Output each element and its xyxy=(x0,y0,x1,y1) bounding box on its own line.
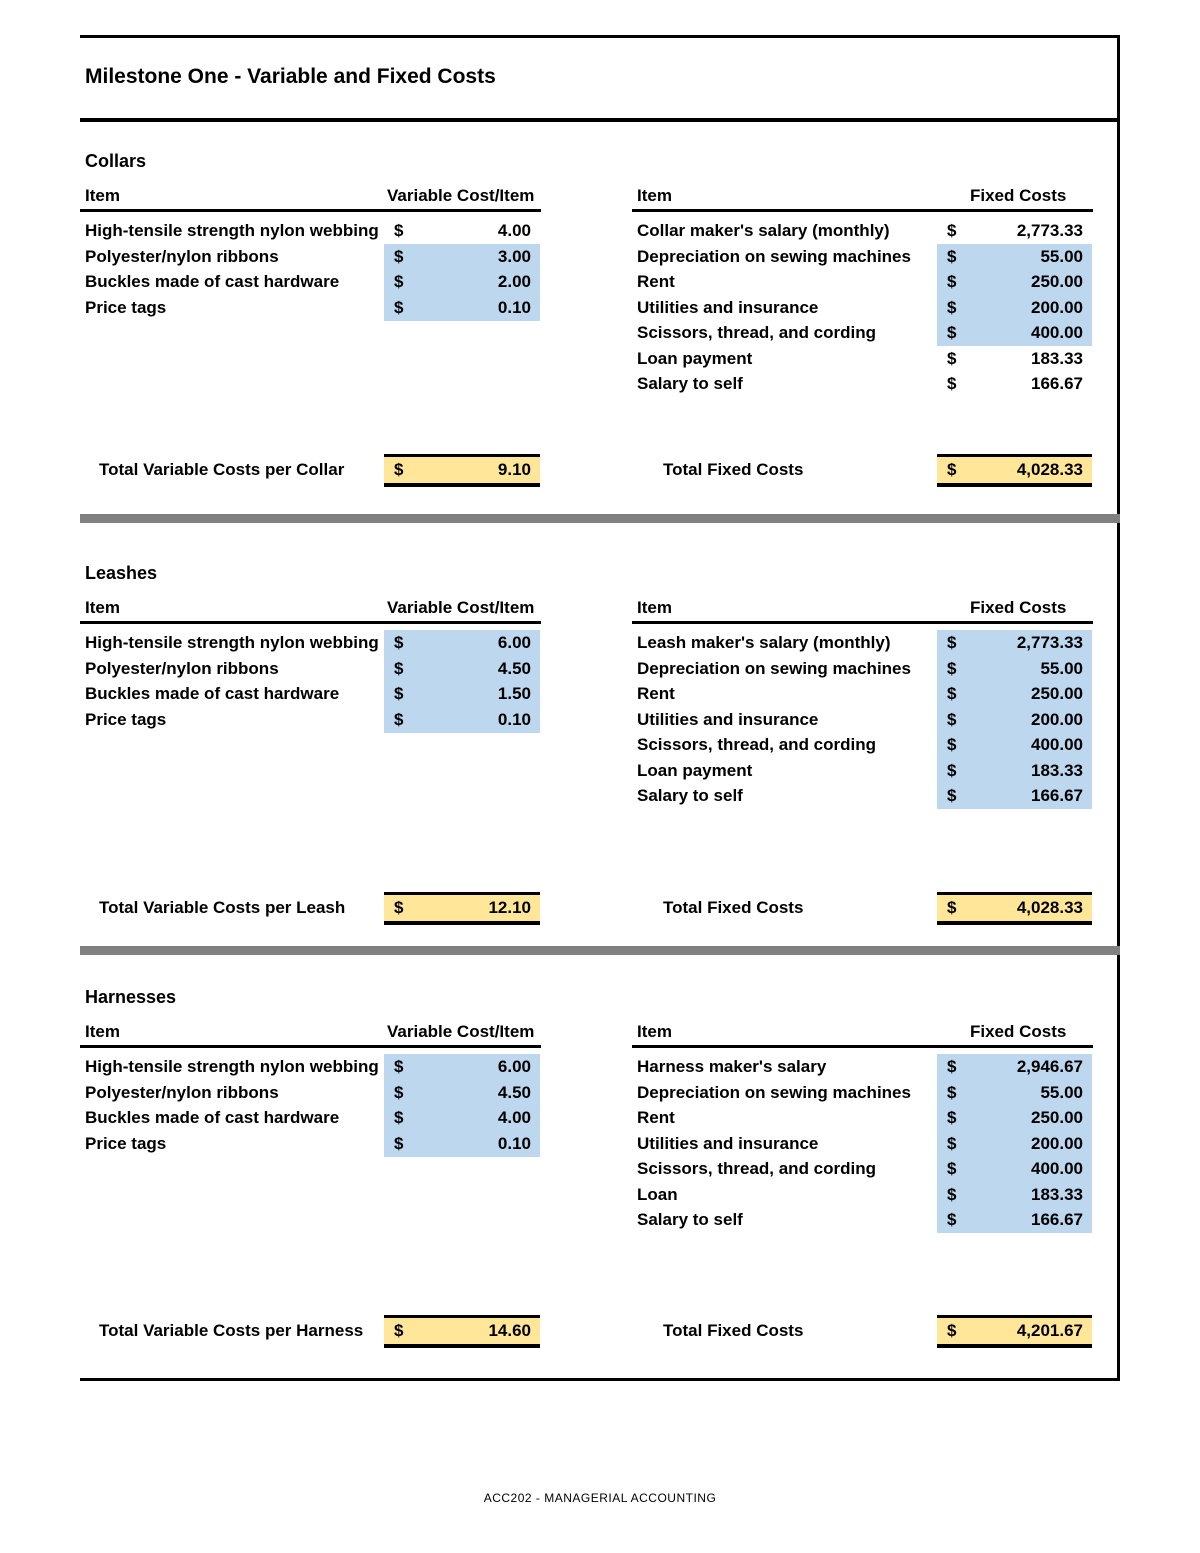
currency-symbol: $ xyxy=(947,374,957,393)
header-underline xyxy=(632,621,1093,624)
header-underline xyxy=(80,1045,541,1048)
total-variable-value: 14.60 xyxy=(488,1321,531,1340)
frame-top-border xyxy=(80,35,1120,38)
total-fixed-value: 4,028.33 xyxy=(1016,460,1083,479)
fixed-cost-value: 2,946.67 xyxy=(1016,1057,1083,1076)
fixed-cost-cell[interactable] xyxy=(937,707,1092,733)
total-fixed-value: 4,201.67 xyxy=(1016,1321,1083,1340)
fixed-item-label: Salary to self xyxy=(637,1210,743,1229)
variable-cost-column-header: Variable Cost/Item xyxy=(387,186,535,205)
total-fixed-value: 4,028.33 xyxy=(1016,898,1083,917)
variable-cost-value: 6.00 xyxy=(497,633,531,652)
currency-symbol: $ xyxy=(947,1184,957,1204)
variable-cost-column-header: Variable Cost/Item xyxy=(387,1022,535,1041)
variable-cost-value: 6.00 xyxy=(497,1057,531,1076)
variable-cost-value: 4.50 xyxy=(497,658,531,678)
fixed-item-label: Loan xyxy=(637,1184,678,1204)
currency-symbol: $ xyxy=(947,221,957,240)
item-column-header: Item xyxy=(637,598,672,617)
variable-item-label: Polyester/nylon ribbons xyxy=(85,1082,279,1102)
total-variable-label: Total Variable Costs per Leash xyxy=(99,898,346,917)
variable-cost-cell[interactable] xyxy=(384,218,540,244)
fixed-item-label: Scissors, thread, and cording xyxy=(637,1159,877,1178)
currency-symbol: $ xyxy=(394,246,404,266)
fixed-item-label: Loan payment xyxy=(637,348,753,368)
item-column-header: Item xyxy=(85,598,120,617)
currency-symbol: $ xyxy=(394,709,404,729)
variable-cost-cell[interactable] xyxy=(384,1054,540,1080)
currency-symbol: $ xyxy=(947,760,957,780)
currency-symbol: $ xyxy=(947,786,957,805)
fixed-cost-value: 250.00 xyxy=(1031,1108,1083,1127)
currency-symbol: $ xyxy=(394,221,404,240)
header-underline xyxy=(80,209,541,212)
fixed-cost-value: 166.67 xyxy=(1031,1210,1083,1229)
variable-cost-value: 0.10 xyxy=(497,1133,531,1153)
total-variable-cell[interactable] xyxy=(384,892,540,925)
fixed-cost-value: 55.00 xyxy=(1040,246,1083,266)
currency-symbol: $ xyxy=(947,898,957,917)
currency-symbol: $ xyxy=(947,709,957,729)
fixed-cost-value: 183.33 xyxy=(1031,348,1083,368)
currency-symbol: $ xyxy=(394,460,404,479)
fixed-cost-value: 183.33 xyxy=(1031,760,1083,780)
header-underline xyxy=(632,1045,1093,1048)
total-fixed-cell[interactable] xyxy=(937,892,1092,925)
currency-symbol: $ xyxy=(947,1133,957,1153)
fixed-item-label: Salary to self xyxy=(637,374,743,393)
fixed-cost-cell[interactable] xyxy=(937,1080,1092,1106)
section-separator xyxy=(80,514,1120,523)
fixed-item-label: Rent xyxy=(637,272,675,291)
total-variable-label: Total Variable Costs per Collar xyxy=(99,460,345,479)
variable-item-label: Price tags xyxy=(85,297,167,317)
total-fixed-cell[interactable] xyxy=(937,454,1092,487)
variable-cost-cell[interactable] xyxy=(384,1105,540,1131)
variable-cost-cell[interactable] xyxy=(384,269,540,295)
fixed-item-label: Scissors, thread, and cording xyxy=(637,323,877,342)
fixed-cost-value: 183.33 xyxy=(1031,1184,1083,1204)
currency-symbol: $ xyxy=(394,297,404,317)
currency-symbol: $ xyxy=(394,633,404,652)
header-underline xyxy=(632,209,1093,212)
fixed-cost-cell[interactable] xyxy=(937,1131,1092,1157)
variable-cost-column-header: Variable Cost/Item xyxy=(387,598,535,617)
variable-cost-cell[interactable] xyxy=(384,1131,540,1157)
total-variable-cell[interactable] xyxy=(384,1315,540,1348)
variable-item-label: Price tags xyxy=(85,1133,167,1153)
frame-bottom-border xyxy=(80,1378,1120,1381)
fixed-cost-cell[interactable] xyxy=(937,218,1092,244)
fixed-item-label: Utilities and insurance xyxy=(637,297,819,317)
fixed-cost-column-header: Fixed Costs xyxy=(970,1022,1067,1041)
fixed-cost-cell[interactable] xyxy=(937,371,1092,397)
section-title: Leashes xyxy=(85,563,158,583)
variable-item-label: Polyester/nylon ribbons xyxy=(85,658,279,678)
fixed-cost-cell[interactable] xyxy=(937,269,1092,295)
fixed-cost-value: 55.00 xyxy=(1040,658,1083,678)
fixed-item-label: Leash maker's salary (monthly) xyxy=(637,633,891,652)
total-variable-cell[interactable] xyxy=(384,454,540,487)
variable-cost-value: 1.50 xyxy=(497,684,531,703)
variable-cost-cell[interactable] xyxy=(384,630,540,656)
variable-cost-cell[interactable] xyxy=(384,295,540,321)
fixed-cost-cell[interactable] xyxy=(937,320,1092,346)
item-column-header: Item xyxy=(85,1022,120,1041)
currency-symbol: $ xyxy=(947,1108,957,1127)
fixed-item-label: Depreciation on sewing machines xyxy=(637,658,911,678)
variable-cost-cell[interactable] xyxy=(384,1080,540,1106)
total-fixed-label: Total Fixed Costs xyxy=(663,1321,804,1340)
fixed-cost-value: 200.00 xyxy=(1031,1133,1083,1153)
currency-symbol: $ xyxy=(947,1321,957,1340)
total-fixed-label: Total Fixed Costs xyxy=(663,460,804,479)
total-variable-label: Total Variable Costs per Harness xyxy=(99,1321,364,1340)
currency-symbol: $ xyxy=(394,898,404,917)
fixed-item-label: Rent xyxy=(637,684,675,703)
variable-item-label: Buckles made of cast hardware xyxy=(85,684,340,703)
variable-item-label: Price tags xyxy=(85,709,167,729)
item-column-header: Item xyxy=(637,1022,672,1041)
variable-cost-cell[interactable] xyxy=(384,656,540,682)
title-divider xyxy=(80,118,1120,122)
variable-item-label: High-tensile strength nylon webbing xyxy=(85,1057,379,1076)
section-separator xyxy=(80,946,1120,955)
fixed-cost-column-header: Fixed Costs xyxy=(970,186,1067,205)
variable-item-label: Polyester/nylon ribbons xyxy=(85,246,279,266)
fixed-cost-cell[interactable] xyxy=(937,783,1092,809)
currency-symbol: $ xyxy=(947,1159,957,1178)
fixed-cost-value: 166.67 xyxy=(1031,374,1083,393)
currency-symbol: $ xyxy=(947,348,957,368)
fixed-cost-cell[interactable] xyxy=(937,295,1092,321)
fixed-cost-value: 250.00 xyxy=(1031,684,1083,703)
total-variable-value: 9.10 xyxy=(497,460,531,479)
currency-symbol: $ xyxy=(394,658,404,678)
variable-cost-value: 0.10 xyxy=(497,709,531,729)
fixed-item-label: Rent xyxy=(637,1108,675,1127)
fixed-item-label: Harness maker's salary xyxy=(637,1057,827,1076)
currency-symbol: $ xyxy=(947,658,957,678)
fixed-cost-value: 2,773.33 xyxy=(1016,221,1083,240)
fixed-cost-value: 400.00 xyxy=(1031,1159,1083,1178)
variable-item-label: High-tensile strength nylon webbing xyxy=(85,633,379,652)
fixed-item-label: Scissors, thread, and cording xyxy=(637,735,877,754)
section-title: Harnesses xyxy=(85,987,177,1007)
fixed-item-label: Salary to self xyxy=(637,786,743,805)
fixed-cost-cell[interactable] xyxy=(937,1105,1092,1131)
variable-cost-cell[interactable] xyxy=(384,681,540,707)
fixed-item-label: Utilities and insurance xyxy=(637,709,819,729)
currency-symbol: $ xyxy=(394,272,404,291)
header-underline xyxy=(80,621,541,624)
fixed-item-label: Collar maker's salary (monthly) xyxy=(637,221,890,240)
currency-symbol: $ xyxy=(394,1321,404,1340)
fixed-cost-value: 400.00 xyxy=(1031,323,1083,342)
fixed-cost-cell[interactable] xyxy=(937,1054,1092,1080)
variable-cost-cell[interactable] xyxy=(384,707,540,733)
fixed-item-label: Depreciation on sewing machines xyxy=(637,246,911,266)
variable-item-label: Buckles made of cast hardware xyxy=(85,1108,340,1127)
fixed-cost-cell[interactable] xyxy=(937,758,1092,784)
fixed-cost-cell[interactable] xyxy=(937,244,1092,270)
variable-cost-value: 2.00 xyxy=(497,272,531,291)
total-fixed-label: Total Fixed Costs xyxy=(663,898,804,917)
currency-symbol: $ xyxy=(947,1210,957,1229)
page-footer: ACC202 - MANAGERIAL ACCOUNTING xyxy=(483,1491,717,1505)
total-fixed-cell[interactable] xyxy=(937,1315,1092,1348)
variable-cost-value: 3.00 xyxy=(497,246,531,266)
currency-symbol: $ xyxy=(947,735,957,754)
total-variable-value: 12.10 xyxy=(488,898,531,917)
fixed-cost-value: 200.00 xyxy=(1031,709,1083,729)
item-column-header: Item xyxy=(637,186,672,205)
fixed-item-label: Depreciation on sewing machines xyxy=(637,1082,911,1102)
currency-symbol: $ xyxy=(947,323,957,342)
page-title: Milestone One - Variable and Fixed Costs xyxy=(85,65,496,88)
frame-right-border xyxy=(1117,35,1120,1381)
currency-symbol: $ xyxy=(947,1057,957,1076)
variable-item-label: Buckles made of cast hardware xyxy=(85,272,340,291)
variable-cost-value: 4.00 xyxy=(497,1108,531,1127)
fixed-cost-cell[interactable] xyxy=(937,346,1092,372)
fixed-cost-cell[interactable] xyxy=(937,630,1092,656)
currency-symbol: $ xyxy=(394,1108,404,1127)
currency-symbol: $ xyxy=(947,272,957,291)
fixed-cost-cell[interactable] xyxy=(937,1156,1092,1182)
section-title: Collars xyxy=(85,151,147,171)
currency-symbol: $ xyxy=(394,1082,404,1102)
currency-symbol: $ xyxy=(947,684,957,703)
currency-symbol: $ xyxy=(394,1133,404,1153)
currency-symbol: $ xyxy=(394,1057,404,1076)
fixed-cost-value: 166.67 xyxy=(1031,786,1083,805)
fixed-cost-cell[interactable] xyxy=(937,681,1092,707)
variable-cost-value: 4.50 xyxy=(497,1082,531,1102)
currency-symbol: $ xyxy=(947,1082,957,1102)
fixed-cost-value: 55.00 xyxy=(1040,1082,1083,1102)
fixed-cost-cell[interactable] xyxy=(937,1207,1092,1233)
fixed-cost-value: 200.00 xyxy=(1031,297,1083,317)
fixed-item-label: Utilities and insurance xyxy=(637,1133,819,1153)
fixed-cost-cell[interactable] xyxy=(937,656,1092,682)
fixed-cost-cell[interactable] xyxy=(937,1182,1092,1208)
variable-cost-value: 0.10 xyxy=(497,297,531,317)
fixed-cost-value: 2,773.33 xyxy=(1016,633,1083,652)
variable-cost-value: 4.00 xyxy=(497,221,531,240)
currency-symbol: $ xyxy=(947,246,957,266)
currency-symbol: $ xyxy=(947,460,957,479)
variable-item-label: High-tensile strength nylon webbing xyxy=(85,221,379,240)
fixed-cost-value: 250.00 xyxy=(1031,272,1083,291)
currency-symbol: $ xyxy=(947,633,957,652)
fixed-cost-value: 400.00 xyxy=(1031,735,1083,754)
currency-symbol: $ xyxy=(947,297,957,317)
fixed-cost-column-header: Fixed Costs xyxy=(970,598,1067,617)
fixed-item-label: Loan payment xyxy=(637,760,753,780)
item-column-header: Item xyxy=(85,186,120,205)
fixed-cost-cell[interactable] xyxy=(937,732,1092,758)
currency-symbol: $ xyxy=(394,684,404,703)
variable-cost-cell[interactable] xyxy=(384,244,540,270)
